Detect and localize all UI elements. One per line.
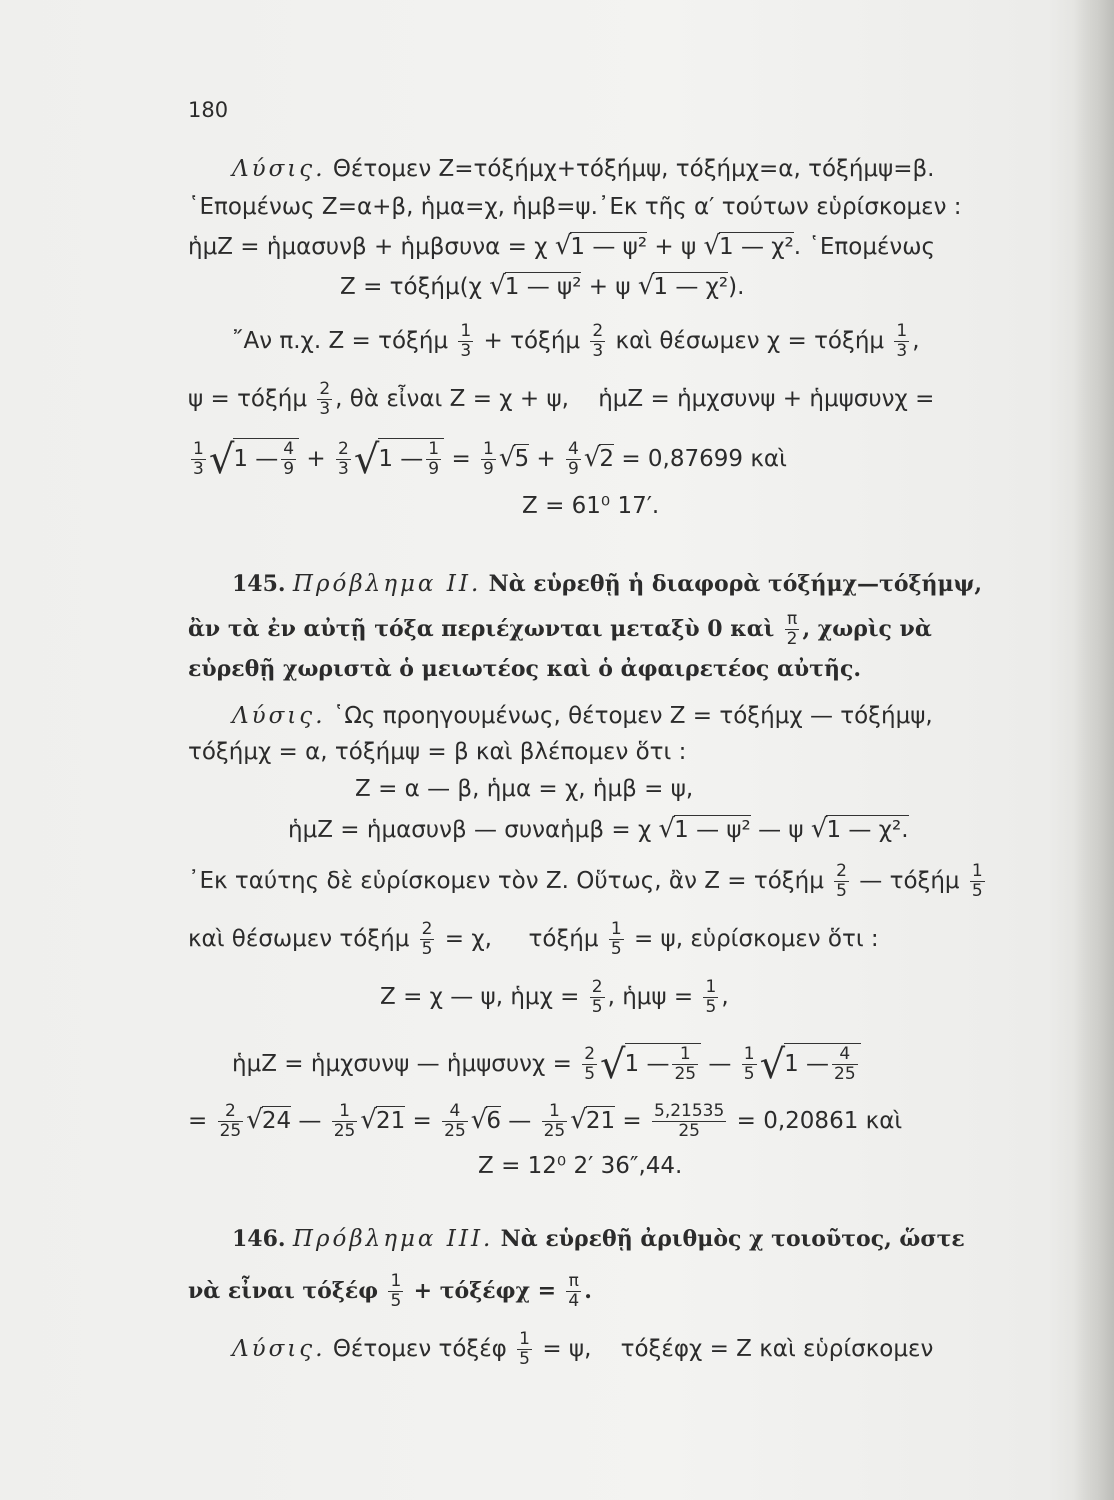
fraction: $\frac{1}{5}$ bbox=[390, 1271, 402, 1311]
equation-line: ᾿Εκ ταύτης δὲ εὑρίσκομεν τὸν Ζ. Οὕτως, ἂν Ζ = τόξήμ $\frac{2}{5}$ — τόξήμ $\frac{1}{5}$ bbox=[188, 861, 983, 901]
equation-line: ἡμΖ = ἡμασυνβ + ἡμβσυνα = χ √1 — ψ² + ψ √1 — χ². ῾Επομένως bbox=[188, 231, 936, 261]
equation-line: Ζ = χ — ψ, ἡμχ = $\frac{2}{5}$ , ἡμψ = $\frac{1}{5}$ , bbox=[380, 977, 729, 1017]
fraction: $\frac{2}{3}$ bbox=[338, 439, 349, 479]
problem-text: νὰ εἶναι τόξέφ $\frac{1}{5}$ + τόξέφχ = $\frac{\pi}{4}$ . bbox=[188, 1271, 592, 1311]
text-line: Λύσις. Θέτομεν τόξέφ $\frac{1}{5}$ = ψ, τόξέφχ = Ζ καὶ εὑρίσκομεν bbox=[232, 1329, 934, 1369]
result-line: Ζ = 61⁰ 17′. bbox=[522, 493, 660, 519]
text-line: ῾Επομένως Ζ=α+β, ἡμα=χ, ἡμβ=ψ.᾿Εκ τῆς α′ τούτων εὑρίσκομεν : bbox=[188, 194, 962, 220]
fraction: $\frac{2}{5}$ bbox=[836, 861, 847, 901]
text-line: Λύσις. Θέτομεν Ζ=τόξήμχ+τόξήμψ, τόξήμχ=α, τόξήμψ=β. bbox=[232, 156, 935, 182]
equation-line: ψ = τόξήμ $\frac{2}{3}$ , θὰ εἶναι Ζ = χ + ψ, ἡμΖ = ἡμχσυνψ + ἡμψσυνχ = bbox=[188, 379, 935, 419]
fraction: $\frac{1}{3}$ bbox=[193, 439, 204, 479]
equation-line: $\frac{1}{3}$ √1 — $\frac{4}{9}$ + $\frac{2}{3}$ √1 — $\frac{1}{9}$ = $\frac{1}{9}$ √5 + $\frac{4}{9}$ √2 = 0,87699 καὶ bbox=[193, 436, 787, 483]
fraction: $\frac{1}{3}$ bbox=[896, 321, 908, 361]
fraction: $\frac{2}{3}$ bbox=[592, 321, 604, 361]
fraction: $\frac{1}{25}$ bbox=[333, 1101, 356, 1141]
equation-line: = $\frac{2}{25}$ √24 — $\frac{1}{25}$ √21 = $\frac{4}{25}$ √6 — $\frac{1}{25}$ √21 = $\frac{5,21535}{25}$ = 0,20861 καὶ bbox=[188, 1101, 903, 1141]
fraction: $\frac{5,21535}{25}$ bbox=[654, 1101, 725, 1141]
equation-line: ῎Αν π.χ. Ζ = τόξήμ $\frac{1}{3}$ + τόξήμ $\frac{2}{3}$ καὶ θέσωμεν χ = τόξήμ $\frac{1}{3}$ , bbox=[232, 321, 920, 361]
page-spine-shadow bbox=[1074, 0, 1114, 1500]
fraction: $\frac{4}{25}$ bbox=[444, 1101, 466, 1141]
text-line: τόξήμχ = α, τόξήμψ = β καὶ βλέπομεν ὅτι : bbox=[188, 739, 687, 765]
problem-heading: 145. Πρόβλημα ΙΙ. Νὰ εὑρεθῇ ἡ διαφορὰ τόξήμχ—τόξήμψ, bbox=[232, 571, 982, 597]
solution-label: Λύσις. bbox=[232, 156, 326, 182]
result-line: Ζ = 12⁰ 2′ 36″,44. bbox=[478, 1153, 683, 1179]
fraction: $\frac{2}{3}$ bbox=[319, 379, 331, 419]
fraction: $\frac{1}{5}$ bbox=[705, 977, 717, 1017]
equation-line: Ζ = α — β, ἡμα = χ, ἡμβ = ψ, bbox=[355, 776, 694, 802]
fraction: $\frac{2}{5}$ bbox=[584, 1044, 596, 1084]
fraction: $\frac{\pi}{4}$ bbox=[568, 1271, 580, 1311]
fraction: $\frac{2}{25}$ bbox=[219, 1101, 242, 1141]
equation-line: καὶ θέσωμεν τόξήμ $\frac{2}{5}$ = χ, τόξήμ $\frac{1}{5}$ = ψ, εὑρίσκομεν ὅτι : bbox=[188, 919, 879, 959]
problem-text: εὑρεθῇ χωριστὰ ὁ μειωτέος καὶ ὁ ἀφαιρετέος αὐτῆς. bbox=[188, 656, 862, 682]
fraction: $\frac{1}{5}$ bbox=[743, 1044, 755, 1084]
fraction: $\frac{1}{5}$ bbox=[610, 919, 622, 959]
fraction: $\frac{1}{3}$ bbox=[460, 321, 472, 361]
fraction: $\frac{\pi}{2}$ bbox=[786, 609, 798, 649]
text-line: Λύσις. ῾Ως προηγουμένως, θέτομεν Ζ = τόξήμχ — τόξήμψ, bbox=[232, 703, 933, 729]
page-number: 180 bbox=[188, 98, 229, 122]
fraction: $\frac{1}{5}$ bbox=[971, 861, 983, 901]
fraction: $\frac{2}{5}$ bbox=[591, 977, 603, 1017]
fraction: $\frac{1}{9}$ bbox=[483, 439, 494, 479]
fraction: $\frac{1}{5}$ bbox=[519, 1329, 530, 1369]
equation-line: ἡμΖ = ἡμχσυνψ — ἡμψσυνχ = $\frac{2}{5}$ √1 — $\frac{1}{25}$ — $\frac{1}{5}$ √1 — $\frac{4}{25}$ bbox=[232, 1043, 861, 1084]
equation-line: Ζ = τόξήμ(χ √1 — ψ² + ψ √1 — χ²). bbox=[340, 271, 745, 301]
equation-line: ἡμΖ = ἡμασυνβ — συναἡμβ = χ √1 — ψ² — ψ √1 — χ². bbox=[288, 814, 909, 844]
fraction: $\frac{4}{9}$ bbox=[567, 439, 579, 479]
fraction: $\frac{2}{5}$ bbox=[421, 919, 433, 959]
fraction: $\frac{1}{25}$ bbox=[543, 1101, 566, 1141]
problem-heading: 146. Πρόβλημα ΙΙΙ. Νὰ εὑρεθῇ ἀριθμὸς χ τοιοῦτος, ὥστε bbox=[232, 1226, 965, 1252]
problem-text: ἂν τὰ ἐν αὐτῇ τόξα περιέχωνται μεταξὺ 0 καὶ $\frac{\pi}{2}$ , χωρὶς νὰ bbox=[188, 609, 932, 649]
